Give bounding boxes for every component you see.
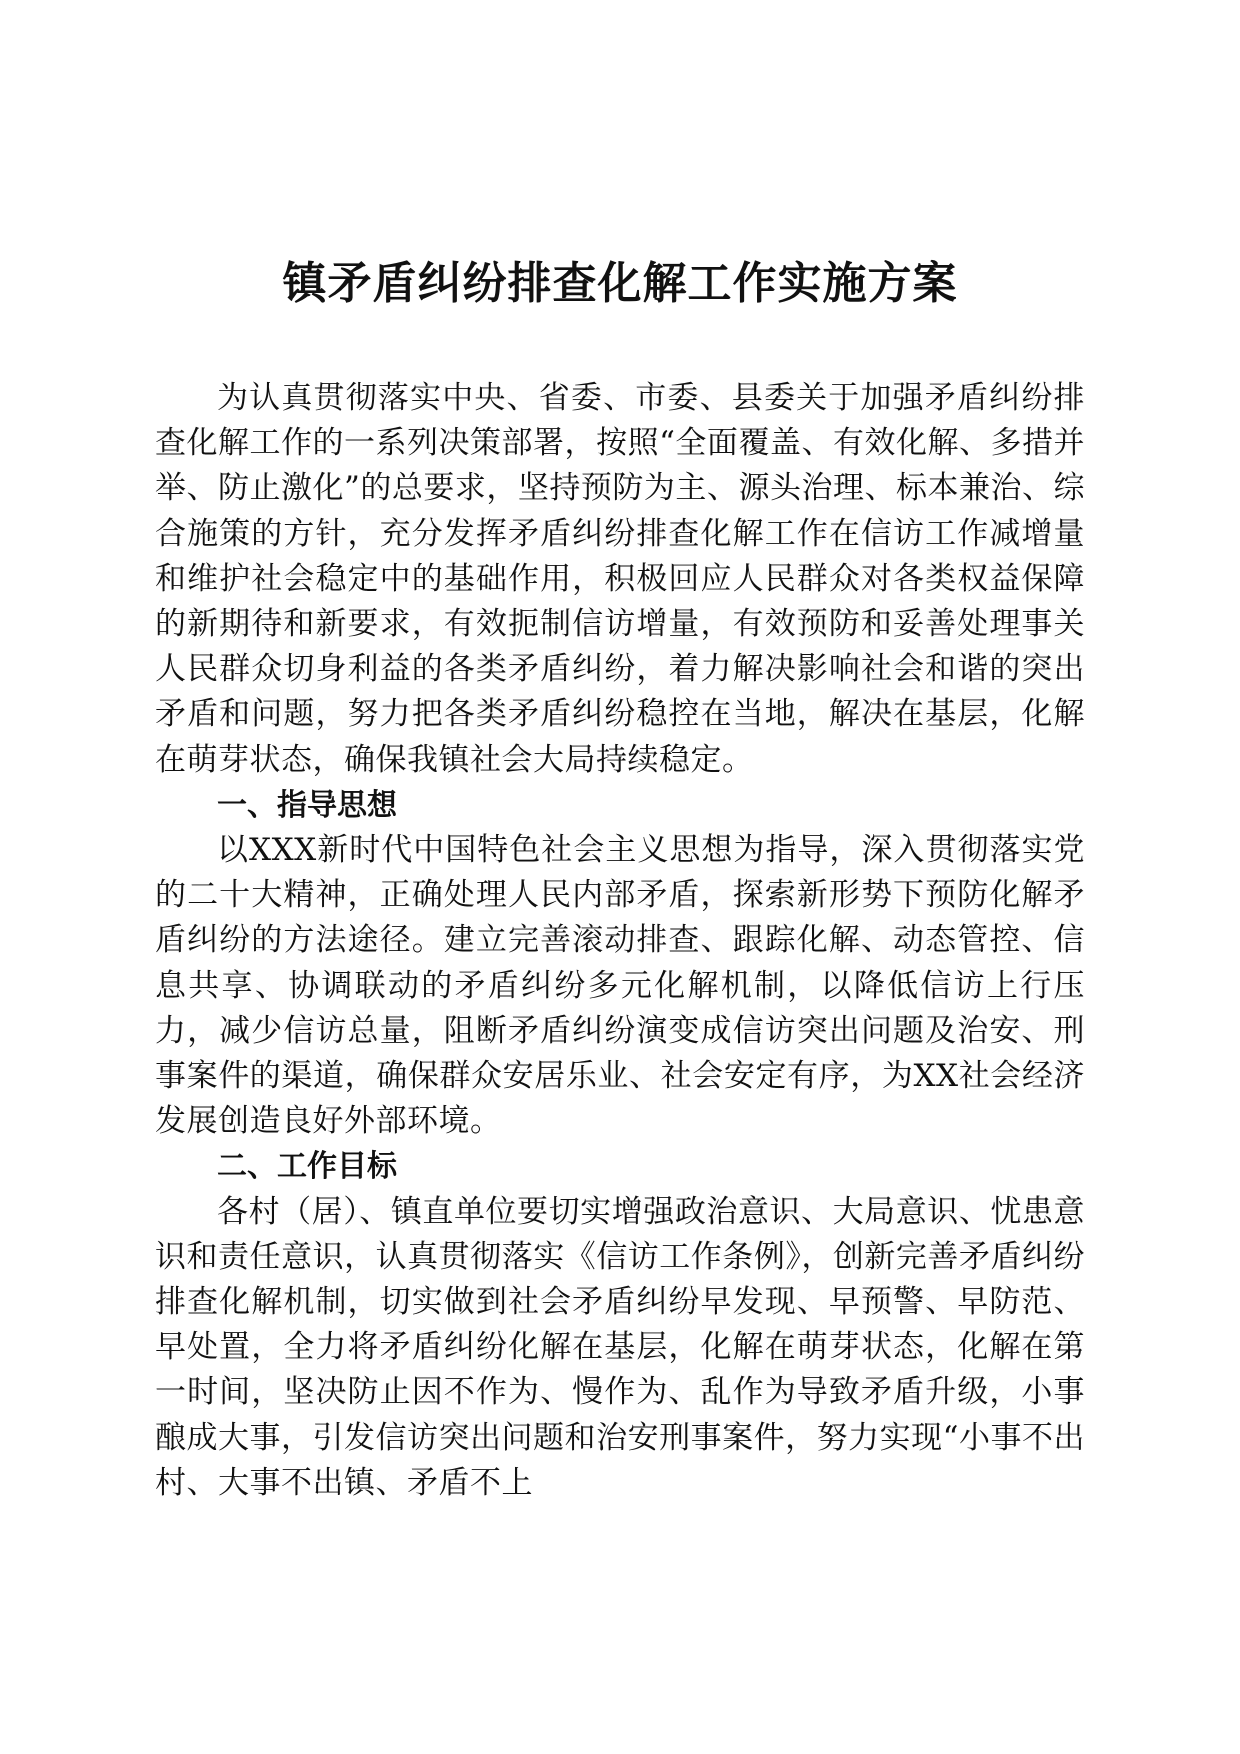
document-title: 镇矛盾纠纷排查化解工作实施方案: [282, 258, 958, 309]
document-body: [155, 376, 1085, 1506]
intro-paragraph: 为认真贯彻落实中央、省委、市委、县委关于加强矛盾纠纷排查化解工作的一系列决策部署，按照“全面覆盖、有效化解、多措并举、防止激化”的总要求，坚持预防为主、源头治理、标本兼治、综合施策的方针，充分发挥矛盾纠纷排查化解工作在信访工作减增量和维护社会稳定中的基础作用，积极回应人民群众对各类权益保障的新期待和新要求，有效扼制信访增量，有效预防和妥善处理事关人民群众切身利益的各类矛盾纠纷，着力解决影响社会和谐的突出矛盾和问题，努力把各类矛盾纠纷稳控在当地，解决在基层，化解在萌芽状态，确保我镇社会大局持续稳定。: [155, 380, 1085, 778]
section-heading-work-goals: 二、工作目标: [217, 1149, 397, 1185]
section-paragraph-work-goals: 各村（居）、镇直单位要切实增强政治意识、大局意识、忧患意识和责任意识，认真贯彻落实《信访工作条例》，创新完善矛盾纠纷排查化解机制，切实做到社会矛盾纠纷早发现、早预警、早防范、早处置，全力将矛盾纠纷化解在基层，化解在萌芽状态，化解在第一时间，坚决防止因不作为、慢作为、乱作为导致矛盾升级，小事酿成大事，引发信访突出问题和治安刑事案件，努力实现“小事不出村、大事不出镇、矛盾不上: [155, 1193, 1085, 1501]
section-paragraph-guiding-ideology: 以XXX新时代中国特色社会主义思想为指导，深入贯彻落实党的二十大精神，正确处理人民内部矛盾，探索新形势下预防化解矛盾纠纷的方法途径。建立完善滚动排查、跟踪化解、动态管控、信息共享、协调联动的矛盾纠纷多元化解机制，以降低信访上行压力，减少信访总量，阻断矛盾纠纷演变成信访突出问题及治安、刑事案件的渠道，确保群众安居乐业、社会安定有序，为XX社会经济发展创造良好外部环境。: [155, 832, 1085, 1140]
section-heading-guiding-ideology: 一、指导思想: [217, 787, 397, 823]
